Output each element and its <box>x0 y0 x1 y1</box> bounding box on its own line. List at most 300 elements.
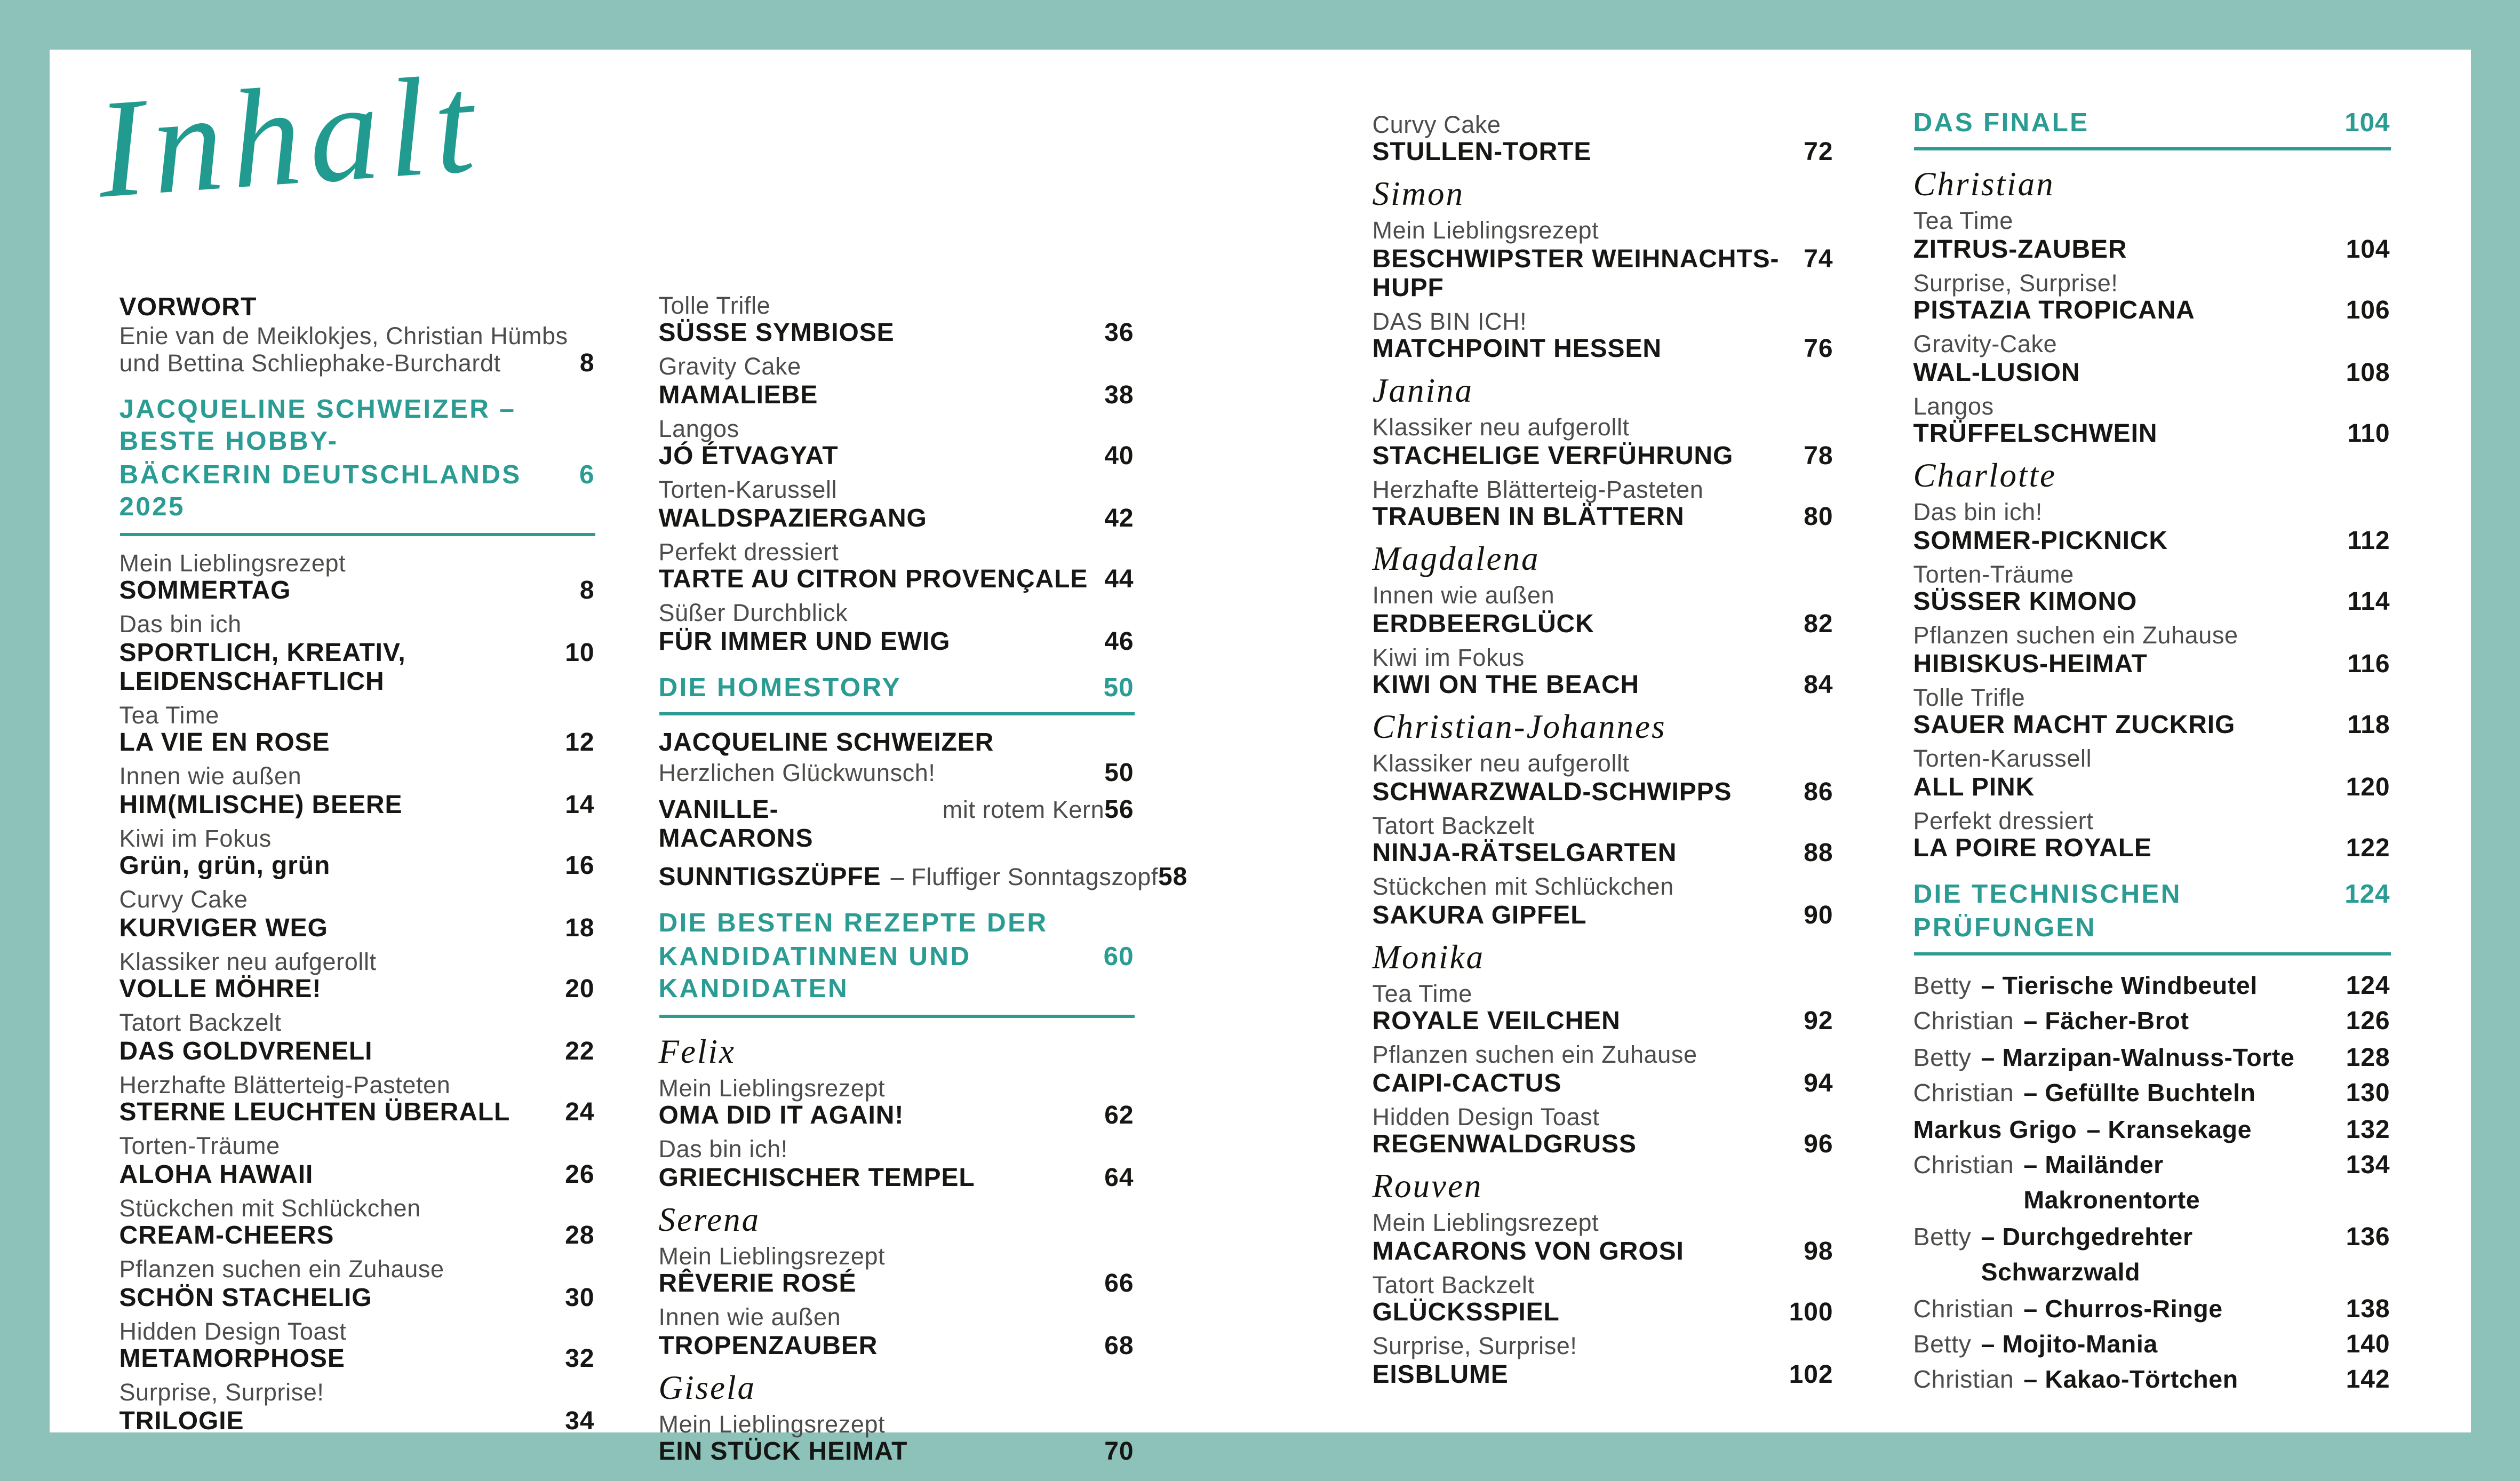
entry-title: MATCHPOINT HESSEN <box>1372 336 1662 363</box>
entry-title-row <box>659 1165 1134 1193</box>
entry-title: CAIPI-CACTUS <box>1372 1070 1562 1097</box>
entry-title: METAMORPHOSE <box>119 1346 345 1373</box>
entry-page-number: 94 <box>1804 1070 1833 1097</box>
tech-recipe-title: – Gefüllte Buchteln <box>2023 1080 2256 1108</box>
section-title: DIE HOMESTORY <box>658 673 902 702</box>
entry-category-label: DAS BIN ICH! <box>1372 308 1527 336</box>
tech-recipe-title: – Kakao-Törtchen <box>2023 1367 2238 1395</box>
toc-entry <box>119 949 595 1006</box>
toc-entry <box>1373 644 1833 702</box>
candidate-name: Christian <box>1913 165 2055 203</box>
entry-page-number: 100 <box>1789 1300 1833 1327</box>
entry-title: TRÜFFELSCHWEIN <box>1913 421 2158 448</box>
entry-page-number: 30 <box>565 1284 595 1312</box>
section-heading-line <box>659 672 1134 705</box>
entry-title-row <box>1373 1008 1833 1037</box>
toc-entry <box>119 1318 595 1375</box>
tech-row <box>1913 1293 2390 1328</box>
toc-entry <box>1373 1333 1833 1390</box>
toc-entry <box>1373 874 1833 931</box>
entry-page-number: 20 <box>565 976 595 1004</box>
entry-title-row <box>1913 528 2390 556</box>
entry-page-number: 126 <box>2346 1009 2390 1037</box>
entry-title-row <box>1373 504 1833 533</box>
entry-category-label: Klassiker neu aufgerollt <box>119 948 377 976</box>
vorwort-line <box>119 351 595 379</box>
entry-title-row <box>1913 589 2390 618</box>
toc-entry <box>659 477 1134 534</box>
entry-title: SÜSSER KIMONO <box>1913 589 2138 616</box>
entry-title-row <box>119 792 595 821</box>
entry-title: TROPENZAUBER <box>658 1332 878 1360</box>
entry-page-number: 44 <box>1104 567 1134 594</box>
entry-title: ROYALE VEILCHEN <box>1372 1008 1621 1036</box>
entry-category-label: Tatort Backzelt <box>1372 1271 1535 1299</box>
toc-entry <box>659 1304 1134 1361</box>
entry-category-label: Torten-Träume <box>1913 561 2074 588</box>
entry-page-number: 16 <box>565 853 595 880</box>
entry-category-label: Stückchen mit Schlückchen <box>1372 874 1674 901</box>
entry-page-number: 114 <box>2347 589 2390 616</box>
entry-page-number: 98 <box>1804 1238 1833 1265</box>
section-heading <box>1913 879 2390 956</box>
vorwort-title: VORWORT <box>119 293 257 321</box>
entry-category-label: Surprise, Surprise! <box>1913 269 2118 297</box>
entry-category-label: Kiwi im Fokus <box>119 825 272 853</box>
entry-title-row <box>119 640 595 697</box>
section-heading <box>659 907 1134 1017</box>
tech-row <box>1913 1149 2390 1221</box>
toc-entry <box>119 611 595 697</box>
entry-page-number: 70 <box>1104 1439 1134 1466</box>
section-page-number: 104 <box>2344 108 2390 137</box>
entry-category-label: Langos <box>658 415 739 443</box>
toc-entry <box>1913 623 2390 680</box>
section-heading-line <box>119 393 595 459</box>
entry-page-number: 34 <box>565 1407 595 1435</box>
entry-page-number: 72 <box>1804 139 1833 166</box>
entry-page-number: 138 <box>2346 1295 2390 1323</box>
toc-entry <box>119 1256 595 1313</box>
toc-entry <box>1913 746 2390 803</box>
toc-entry <box>659 600 1134 657</box>
entry-page-number: 68 <box>1104 1332 1134 1360</box>
entry-title: LA VIE EN ROSE <box>119 730 330 757</box>
section-title: DIE TECHNISCHEN PRÜFUNGEN <box>1913 880 2182 942</box>
entry-page-number: 24 <box>565 1100 595 1127</box>
entry-title-row <box>119 578 595 607</box>
candidate-name: Simon <box>1372 174 1464 213</box>
entry-category-label: Innen wie außen <box>658 1304 841 1332</box>
entry-title: CREAM-CHEERS <box>119 1223 334 1250</box>
section-heading <box>119 393 595 536</box>
entry-title-row <box>659 505 1134 534</box>
entry-title: EISBLUME <box>1372 1361 1509 1389</box>
entry-category-label: Innen wie außen <box>119 763 302 791</box>
entry-title-row <box>659 382 1134 411</box>
entry-category-label: Tea Time <box>119 702 219 729</box>
tech-judge-name: Betty <box>1913 973 1972 1000</box>
entry-title: TRILOGIE <box>119 1407 244 1435</box>
entry-title-row <box>119 1223 595 1252</box>
entry-page-number: 84 <box>1804 672 1833 699</box>
entry-title-row <box>1913 360 2390 388</box>
entry-title: SCHWARZWALD-SCHWIPPS <box>1372 778 1732 806</box>
toc-entry <box>1373 751 1833 808</box>
tech-row <box>1913 1078 2390 1113</box>
entry-page-number: 50 <box>1104 760 1134 787</box>
toc-entry <box>659 292 1134 349</box>
toc-page <box>49 46 2471 1466</box>
toc-entry <box>119 825 595 882</box>
entry-category-label: Curvy Cake <box>119 887 248 914</box>
entry-page-number: 74 <box>1804 245 1833 273</box>
toc-column-2 <box>658 292 1188 1473</box>
entry-category-label: Tea Time <box>1913 208 2013 235</box>
section-title: DAS FINALE <box>1913 108 2090 137</box>
toc-entry <box>1373 1042 1833 1099</box>
entry-category-label: Tolle Trifle <box>658 292 771 320</box>
entry-category-label: Tatort Backzelt <box>119 1010 282 1037</box>
entry-title-row <box>1373 1132 1833 1160</box>
entry-title-row <box>1373 1361 1833 1390</box>
entry-title-row <box>659 1439 1134 1468</box>
entry-title: WAL-LUSION <box>1913 359 2080 387</box>
toc-entry <box>119 550 595 607</box>
entry-title-row <box>659 320 1134 349</box>
entry-title: EIN STÜCK HEIMAT <box>658 1439 908 1466</box>
entry-title: SCHÖN STACHELIG <box>119 1284 372 1312</box>
toc-entry <box>1373 813 1833 870</box>
candidate-name: Serena <box>658 1199 761 1238</box>
tech-recipe-title: – Marzipan-Walnuss-Torte <box>1981 1045 2295 1072</box>
entry-title-row <box>659 443 1134 472</box>
tech-judge-name: Christian <box>1913 1080 2014 1108</box>
toc-entry <box>1373 1104 1833 1161</box>
candidate-name: Gisela <box>658 1367 756 1406</box>
entry-title: GRIECHISCHER TEMPEL <box>658 1164 975 1192</box>
entry-title: KIWI ON THE BEACH <box>1372 672 1640 699</box>
entry-title: VOLLE MÖHRE! <box>119 976 322 1004</box>
tech-judge-name: Betty <box>1913 1224 1972 1252</box>
entry-category-label: Hidden Design Toast <box>1372 1103 1600 1131</box>
entry-category-label: Langos <box>1913 393 1994 420</box>
tech-recipe-title: – Churros-Ringe <box>2023 1295 2223 1323</box>
entry-category-label: Herzhafte Blätterteig-Pasteten <box>119 1071 451 1099</box>
entry-title-row <box>119 1161 595 1190</box>
entry-page-number: 112 <box>2347 527 2390 555</box>
entry-title: SÜSSE SYMBIOSE <box>658 320 895 347</box>
toc-entry <box>659 354 1134 411</box>
entry-title-row <box>119 1285 595 1313</box>
toc-entry <box>659 1075 1134 1132</box>
entry-title: LA POIRE ROYALE <box>1913 835 2152 863</box>
entry-page-number: 82 <box>1804 610 1833 638</box>
entry-title: SOMMER-PICKNICK <box>1913 527 2168 555</box>
entry-category-label: Gravity-Cake <box>1913 331 2058 359</box>
entry-page-number: 22 <box>565 1038 595 1065</box>
toc-column-3 <box>1373 112 1833 1395</box>
candidate-name: Rouven <box>1372 1167 1483 1205</box>
section-title: BÄCKERIN DEUTSCHLANDS 2025 <box>119 460 522 522</box>
entry-title: SAUER MACHT ZUCKRIG <box>1913 712 2236 739</box>
entry-category-label: Pflanzen suchen ein Zuhause <box>1372 1042 1697 1069</box>
section-title: DIE BESTEN REZEPTE DER <box>658 909 1048 938</box>
entry-title-row <box>119 976 595 1005</box>
toc-entry <box>1913 684 2390 742</box>
entry-category-label: Tea Time <box>1372 980 1472 1008</box>
entry-page-number: 106 <box>2346 298 2390 325</box>
entry-page-number: 76 <box>1804 336 1833 363</box>
toc-entry <box>1373 112 1833 169</box>
entry-title: ALL PINK <box>1913 774 2035 801</box>
entry-title: OMA DID IT AGAIN! <box>658 1103 904 1130</box>
entry-title-row <box>119 853 595 882</box>
entry-title-row <box>659 1333 1134 1361</box>
toc-entry <box>119 763 595 821</box>
entry-category-label: Mein Lieblingsrezept <box>658 1074 886 1102</box>
entry-page-number: 10 <box>565 639 595 667</box>
entry-category-label: Klassiker neu aufgerollt <box>1372 415 1630 442</box>
tech-recipe-title: – Mailänder Makronentorte <box>2023 1152 2200 1216</box>
entry-category-label: Mein Lieblingsrezept <box>1372 218 1599 245</box>
entry-page-number: 120 <box>2346 774 2390 801</box>
entry-category-label: Pflanzen suchen ein Zuhause <box>119 1256 444 1284</box>
entry-category-label: Süßer Durchblick <box>658 600 848 627</box>
entry-page-number: 104 <box>2346 236 2390 264</box>
toc-entry <box>659 1136 1134 1193</box>
entry-page-number: 142 <box>2346 1367 2390 1395</box>
entry-title-row <box>1913 651 2390 680</box>
entry-page-number: 118 <box>2347 712 2390 739</box>
entry-category-label: Perfekt dressiert <box>658 538 839 566</box>
entry-title: JÓ ÉTVAGYAT <box>658 443 839 471</box>
entry-title: Grün, grün, grün <box>119 853 331 880</box>
entry-title-row <box>1913 236 2390 265</box>
entry-title-row <box>1373 779 1833 808</box>
entry-category-label: Stückchen mit Schlückchen <box>119 1195 421 1222</box>
entry-title-row <box>1913 835 2390 864</box>
toc-entry <box>1373 476 1833 534</box>
entry-page-number: 38 <box>1104 381 1134 409</box>
entry-title: VANILLE-MACARONS <box>658 797 814 853</box>
entry-page-number: 96 <box>1804 1132 1833 1159</box>
entry-page-number: 110 <box>2347 421 2390 448</box>
candidate-name: Christian-Johannes <box>1372 707 1666 746</box>
toc-entry <box>1913 331 2390 388</box>
entry-page-number: 136 <box>2346 1224 2390 1252</box>
entry-title-row <box>1373 1238 1833 1267</box>
entry-title: SUNNTIGSZÜPFE <box>658 864 881 891</box>
tech-recipe-title: – Durchgedrehter Schwarzwald <box>1981 1224 2193 1287</box>
entry-category-label: Tolle Trifle <box>1913 684 2025 712</box>
toc-entry <box>1373 1210 1833 1267</box>
section-heading-line <box>1913 107 2390 140</box>
entry-page-number: 46 <box>1104 628 1134 656</box>
tech-judge-name: Christian <box>1913 1152 2014 1180</box>
entry-page-number: 8 <box>579 578 595 605</box>
entry-title: REGENWALDGRUSS <box>1372 1132 1637 1159</box>
tech-judge-name: Christian <box>1913 1295 2014 1323</box>
entry-title-row <box>659 730 1134 759</box>
entry-category-label: Das bin ich! <box>1913 499 2043 527</box>
entry-title: JACQUELINE SCHWEIZER <box>658 730 994 757</box>
entry-title: ERDBEERGLÜCK <box>1372 610 1594 638</box>
entry-title: WALDSPAZIERGANG <box>658 505 927 532</box>
entry-title-row <box>1373 139 1833 168</box>
entry-page-number: 116 <box>2347 650 2390 678</box>
entry-category-label: Gravity Cake <box>658 354 801 381</box>
vorwort-line: Enie van de Meiklokjes, Christian Hümbs <box>119 322 568 350</box>
toc-entry <box>1373 1272 1833 1329</box>
entry-title-row <box>1913 712 2390 741</box>
entry-page-number: 86 <box>1804 778 1833 806</box>
toc-column-1 <box>119 292 595 1442</box>
entry-title: PISTAZIA TROPICANA <box>1913 298 2195 325</box>
entry-title-row <box>1373 443 1833 472</box>
section-heading-line <box>1913 879 2390 944</box>
entry-category-label: Das bin ich! <box>658 1136 788 1164</box>
toc-entry <box>1373 308 1833 365</box>
entry-title: NINJA-RÄTSELGARTEN <box>1372 840 1677 867</box>
entry-subtitle: Herzlichen Glückwunsch! <box>658 760 936 787</box>
entry-title: ZITRUS-ZAUBER <box>1913 236 2127 264</box>
entry-title-row <box>1373 672 1833 701</box>
entry-title: KURVIGER WEG <box>119 914 328 942</box>
toc-entry <box>659 1243 1134 1300</box>
entry-subtitle-row <box>659 759 1134 789</box>
entry-title-row <box>119 1038 595 1067</box>
entry-page-number: 90 <box>1804 902 1833 929</box>
toc-entry <box>1913 808 2390 865</box>
entry-title-row <box>659 1103 1134 1132</box>
candidate-name: Monika <box>1372 937 1485 976</box>
entry-title-row <box>1373 902 1833 931</box>
toc-entry <box>659 1411 1134 1468</box>
toc-entry <box>119 1072 595 1129</box>
tech-row <box>1913 1328 2390 1364</box>
candidate-name: Magdalena <box>1372 539 1540 578</box>
entry-page-number: 26 <box>565 1161 595 1189</box>
entry-category-label: Torten-Träume <box>119 1133 280 1160</box>
entry-suffix: mit rotem Kern <box>942 797 1105 824</box>
entry-title-row <box>659 567 1134 595</box>
entry-category-label: Perfekt dressiert <box>1913 807 2094 835</box>
entry-category-label: Mein Lieblingsrezept <box>658 1243 886 1270</box>
entry-page-number: 122 <box>2346 835 2390 863</box>
toc-entry <box>1913 561 2390 618</box>
toc-entry <box>659 795 1134 855</box>
entry-title: SAKURA GIPFEL <box>1372 902 1587 929</box>
entry-page-number: 56 <box>1104 797 1134 824</box>
entry-title-row <box>119 730 595 759</box>
toc-column-4 <box>1913 107 2390 1400</box>
entry-title-row <box>1373 246 1833 304</box>
toc-entry <box>119 1133 595 1190</box>
entry-page-number: 32 <box>565 1346 595 1373</box>
entry-title: STERNE LEUCHTEN ÜBERALL <box>119 1100 511 1127</box>
entry-title: ALOHA HAWAII <box>119 1161 314 1189</box>
toc-entry <box>1913 208 2390 265</box>
tech-row <box>1913 1221 2390 1293</box>
toc-entry <box>659 539 1134 596</box>
entry-category-label: Pflanzen suchen ein Zuhause <box>1913 623 2238 650</box>
entry-page-number: 42 <box>1104 505 1134 532</box>
entry-title: STACHELIGE VERFÜHRUNG <box>1372 442 1734 470</box>
tech-row <box>1913 970 2390 1006</box>
entry-category-label: Mein Lieblingsrezept <box>1372 1210 1599 1237</box>
toc-entry <box>119 1380 595 1437</box>
entry-page-number: 140 <box>2346 1332 2390 1359</box>
vorwort-line-text: und Bettina Schliephake-Burchardt <box>119 351 501 378</box>
entry-title-row <box>659 1271 1134 1300</box>
entry-page-number: 36 <box>1104 320 1134 347</box>
section-heading-line <box>659 941 1134 1006</box>
entry-page-number: 92 <box>1804 1008 1833 1036</box>
entry-title-row <box>1373 1300 1833 1328</box>
entry-title: HIM(MLISCHE) BEERE <box>119 791 403 819</box>
candidate-name: Felix <box>658 1031 736 1070</box>
section-heading-line <box>659 907 1134 941</box>
tech-judge-name: Christian <box>1913 1009 2014 1037</box>
entry-title-row <box>119 1100 595 1128</box>
entry-page-number: 62 <box>1104 1103 1134 1130</box>
entry-category-label: Mein Lieblingsrezept <box>119 550 346 577</box>
tech-recipe-title: – Mojito-Mania <box>1981 1332 2158 1359</box>
entry-title: STULLEN-TORTE <box>1372 139 1592 166</box>
toc-entry <box>658 863 1188 893</box>
toc-entry <box>119 1010 595 1067</box>
entry-title: FÜR IMMER UND EWIG <box>658 628 951 656</box>
section-page-number: 124 <box>2344 880 2390 909</box>
entry-title: RÊVERIE ROSÉ <box>658 1271 857 1298</box>
entry-title-row <box>659 628 1134 657</box>
tech-row <box>1913 1006 2390 1041</box>
entry-title: GLÜCKSSPIEL <box>1372 1300 1560 1327</box>
tech-judge-name: Betty <box>1913 1045 1972 1072</box>
entry-page-number: 40 <box>1104 443 1134 471</box>
entry-suffix: – Fluffiger Sonntagszopf <box>890 864 1159 891</box>
toc-entry <box>1373 981 1833 1038</box>
entry-page-number: 130 <box>2346 1080 2390 1108</box>
section-page-number: 50 <box>1103 673 1134 702</box>
toc-entry <box>659 416 1134 473</box>
entry-category-label: Klassiker neu aufgerollt <box>1372 751 1630 778</box>
entry-page-number: 102 <box>1789 1361 1833 1389</box>
vorwort-block <box>119 292 595 379</box>
entry-title-row <box>1913 421 2390 450</box>
tech-row <box>1913 1113 2390 1149</box>
entry-title-row <box>119 1408 595 1437</box>
toc-entry <box>119 1195 595 1252</box>
entry-category-label: Torten-Karussell <box>658 477 838 504</box>
toc-entry <box>119 702 595 759</box>
entry-page-number: 78 <box>1804 442 1833 470</box>
entry-page-number: 28 <box>565 1223 595 1250</box>
toc-entry <box>119 887 595 944</box>
toc-entry <box>659 730 1134 789</box>
entry-category-label: Kiwi im Fokus <box>1372 644 1525 672</box>
tech-recipe-title: – Kransekage <box>2086 1116 2252 1144</box>
entry-title: SOMMERTAG <box>119 578 291 605</box>
entry-page-number: 80 <box>1804 504 1833 531</box>
toc-entry <box>1913 270 2390 327</box>
toc-entry <box>1373 583 1833 640</box>
entry-category-label: Surprise, Surprise! <box>119 1380 324 1407</box>
tech-judge-name: Markus Grigo <box>1913 1116 2077 1144</box>
entry-category-label: Mein Lieblingsrezept <box>658 1411 886 1438</box>
section-heading <box>659 672 1134 716</box>
